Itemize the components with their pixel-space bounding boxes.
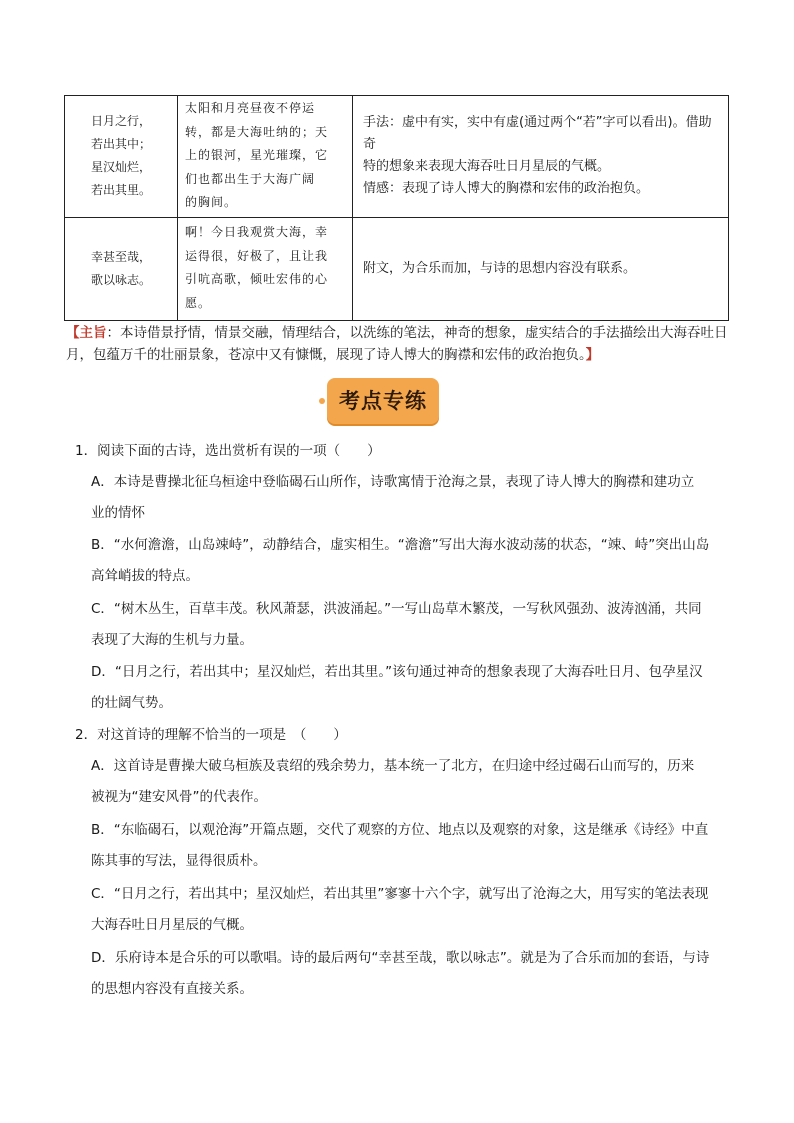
- option-line: 陈其事的写法，显得很质朴。: [91, 853, 267, 869]
- option-line: C．“树木丛生，百草丰茂。秋风萧瑟，洪波涌起。”一写山岛草木繁茂，一写秋风强劲、波涛汹涌，共同: [91, 601, 702, 617]
- poem-analysis-table: [64, 95, 729, 321]
- option-line: D．“日月之行，若出其中；星汉灿烂，若出其里。”该句通过神奇的想象表现了大海吞吐日月、包孕星汉: [91, 664, 703, 680]
- cell-line: 太阳和月亮昼夜不停运: [185, 101, 316, 115]
- analysis-cell: [353, 96, 729, 218]
- question-2-option-c: [91, 879, 731, 941]
- cell-line: 们也都出生于大海广阔: [185, 171, 316, 186]
- option-line: A．本诗是曹操北征乌桓途中登临碣石山所作，诗歌寓情于沧海之景，表现了诗人博大的胸襟和建功立: [91, 474, 695, 490]
- option-line: C．“日月之行，若出其中；星汉灿烂，若出其里”寥寥十六个字，就写出了沧海之大，用写实的笔法表现: [91, 886, 709, 902]
- summary-text: ：本诗借景抒情，情景交融，情理结合，以洗练的笔法，神奇的想象，虚实结合的手法描绘出大海吞吐日月，包蕴万千的壮丽景象，苍凉中又有慷慨，展现了诗人博大的胸襟和宏伟的政治抱负。: [66, 325, 728, 363]
- question-1-option-c: [91, 594, 731, 656]
- theme-summary: [66, 322, 732, 366]
- cell-line: 运得很，好极了，且让我: [185, 248, 329, 263]
- badge-dot: [319, 398, 325, 404]
- summary-tag: 主旨: [79, 325, 107, 341]
- analysis-cell: [353, 217, 729, 320]
- summary-close-bracket: 】: [585, 347, 600, 363]
- cell-line: 上的银河，星光璀璨，它: [185, 148, 329, 162]
- option-line: 被视为“建安风骨”的代表作。: [91, 789, 267, 805]
- original-text-cell: [65, 96, 178, 218]
- question-1-option-b: [91, 530, 731, 592]
- option-line: B．“水何澹澹，山岛竦峙”，动静结合，虚实相生。“澹澹”写出大海水波动荡的状态，“竦、峙”突出山岛: [91, 537, 710, 553]
- translation-cell: [178, 217, 353, 320]
- cell-line: 日月之行，: [90, 114, 151, 129]
- option-line: 表现了大海的生机与力量。: [91, 632, 253, 648]
- table-row: [65, 96, 729, 218]
- cell-line: 啊！今日我观赏大海，幸: [185, 225, 329, 239]
- table-row: [65, 217, 729, 320]
- cell-line: 歌以咏志。: [90, 272, 151, 287]
- question-2-option-b: [91, 815, 731, 877]
- cell-line: 的胸间。: [185, 195, 238, 209]
- cell-line: 情感：表现了诗人博大的胸襟和宏伟的政治抱负。: [363, 181, 650, 197]
- option-line: B．“东临碣石，以观沧海”开篇点题，交代了观察的方位、地点以及观察的对象，这是继承《诗经》中直: [91, 822, 709, 838]
- option-line: A．这首诗是曹操大破乌桓族及袁绍的残余势力，基本统一了北方，在归途中经过碣石山而写的，历来: [91, 758, 695, 774]
- section-badge: 考点专练: [327, 378, 439, 424]
- original-text-cell: [65, 217, 178, 320]
- cell-line: 附文，为合乐而加，与诗的思想内容没有联系。: [363, 260, 637, 276]
- cell-line: 若出其中；: [90, 137, 151, 152]
- cell-line: 愿。: [185, 295, 212, 310]
- option-line: 的壮阔气势。: [91, 695, 172, 711]
- cell-line: 星汉灿烂，: [90, 160, 151, 175]
- translation-cell: [178, 96, 353, 218]
- question-2-option-a: [91, 751, 731, 813]
- question-1-option-d: [91, 657, 731, 719]
- cell-line: 手法：虚中有实，实中有虚(通过两个“若”字可以看出)。借助奇: [363, 115, 712, 153]
- cell-line: 幸甚至哉，: [90, 249, 151, 264]
- question-2-option-d: [91, 943, 731, 1005]
- option-line: 高耸峭拔的特点。: [91, 568, 199, 584]
- question-1-option-a: [91, 467, 731, 529]
- question-1-stem: 1．阅读下面的古诗，选出赏析有误的一项（ ）: [75, 443, 381, 459]
- option-line: 业的情怀: [91, 505, 145, 521]
- option-line: 的思想内容没有直接关系。: [91, 981, 253, 997]
- question-2-stem: 2．对这首诗的理解不恰当的一项是 （ ）: [75, 727, 347, 743]
- summary-open-bracket: 【: [66, 325, 80, 341]
- option-line: D．乐府诗本是合乐的可以歌唱。诗的最后两句“幸甚至哉，歌以咏志”。就是为了合乐而加的套语，与诗: [91, 950, 710, 966]
- cell-line: 引吭高歌，倾吐宏伟的心: [185, 272, 329, 286]
- option-line: 大海吞吐日月星辰的气概。: [91, 917, 253, 933]
- cell-line: 特的想象来表现大海吞吐日月星辰的气概。: [363, 159, 611, 175]
- cell-line: 若出其里。: [90, 183, 151, 198]
- cell-line: 转，都是大海吐纳的；天: [185, 124, 329, 139]
